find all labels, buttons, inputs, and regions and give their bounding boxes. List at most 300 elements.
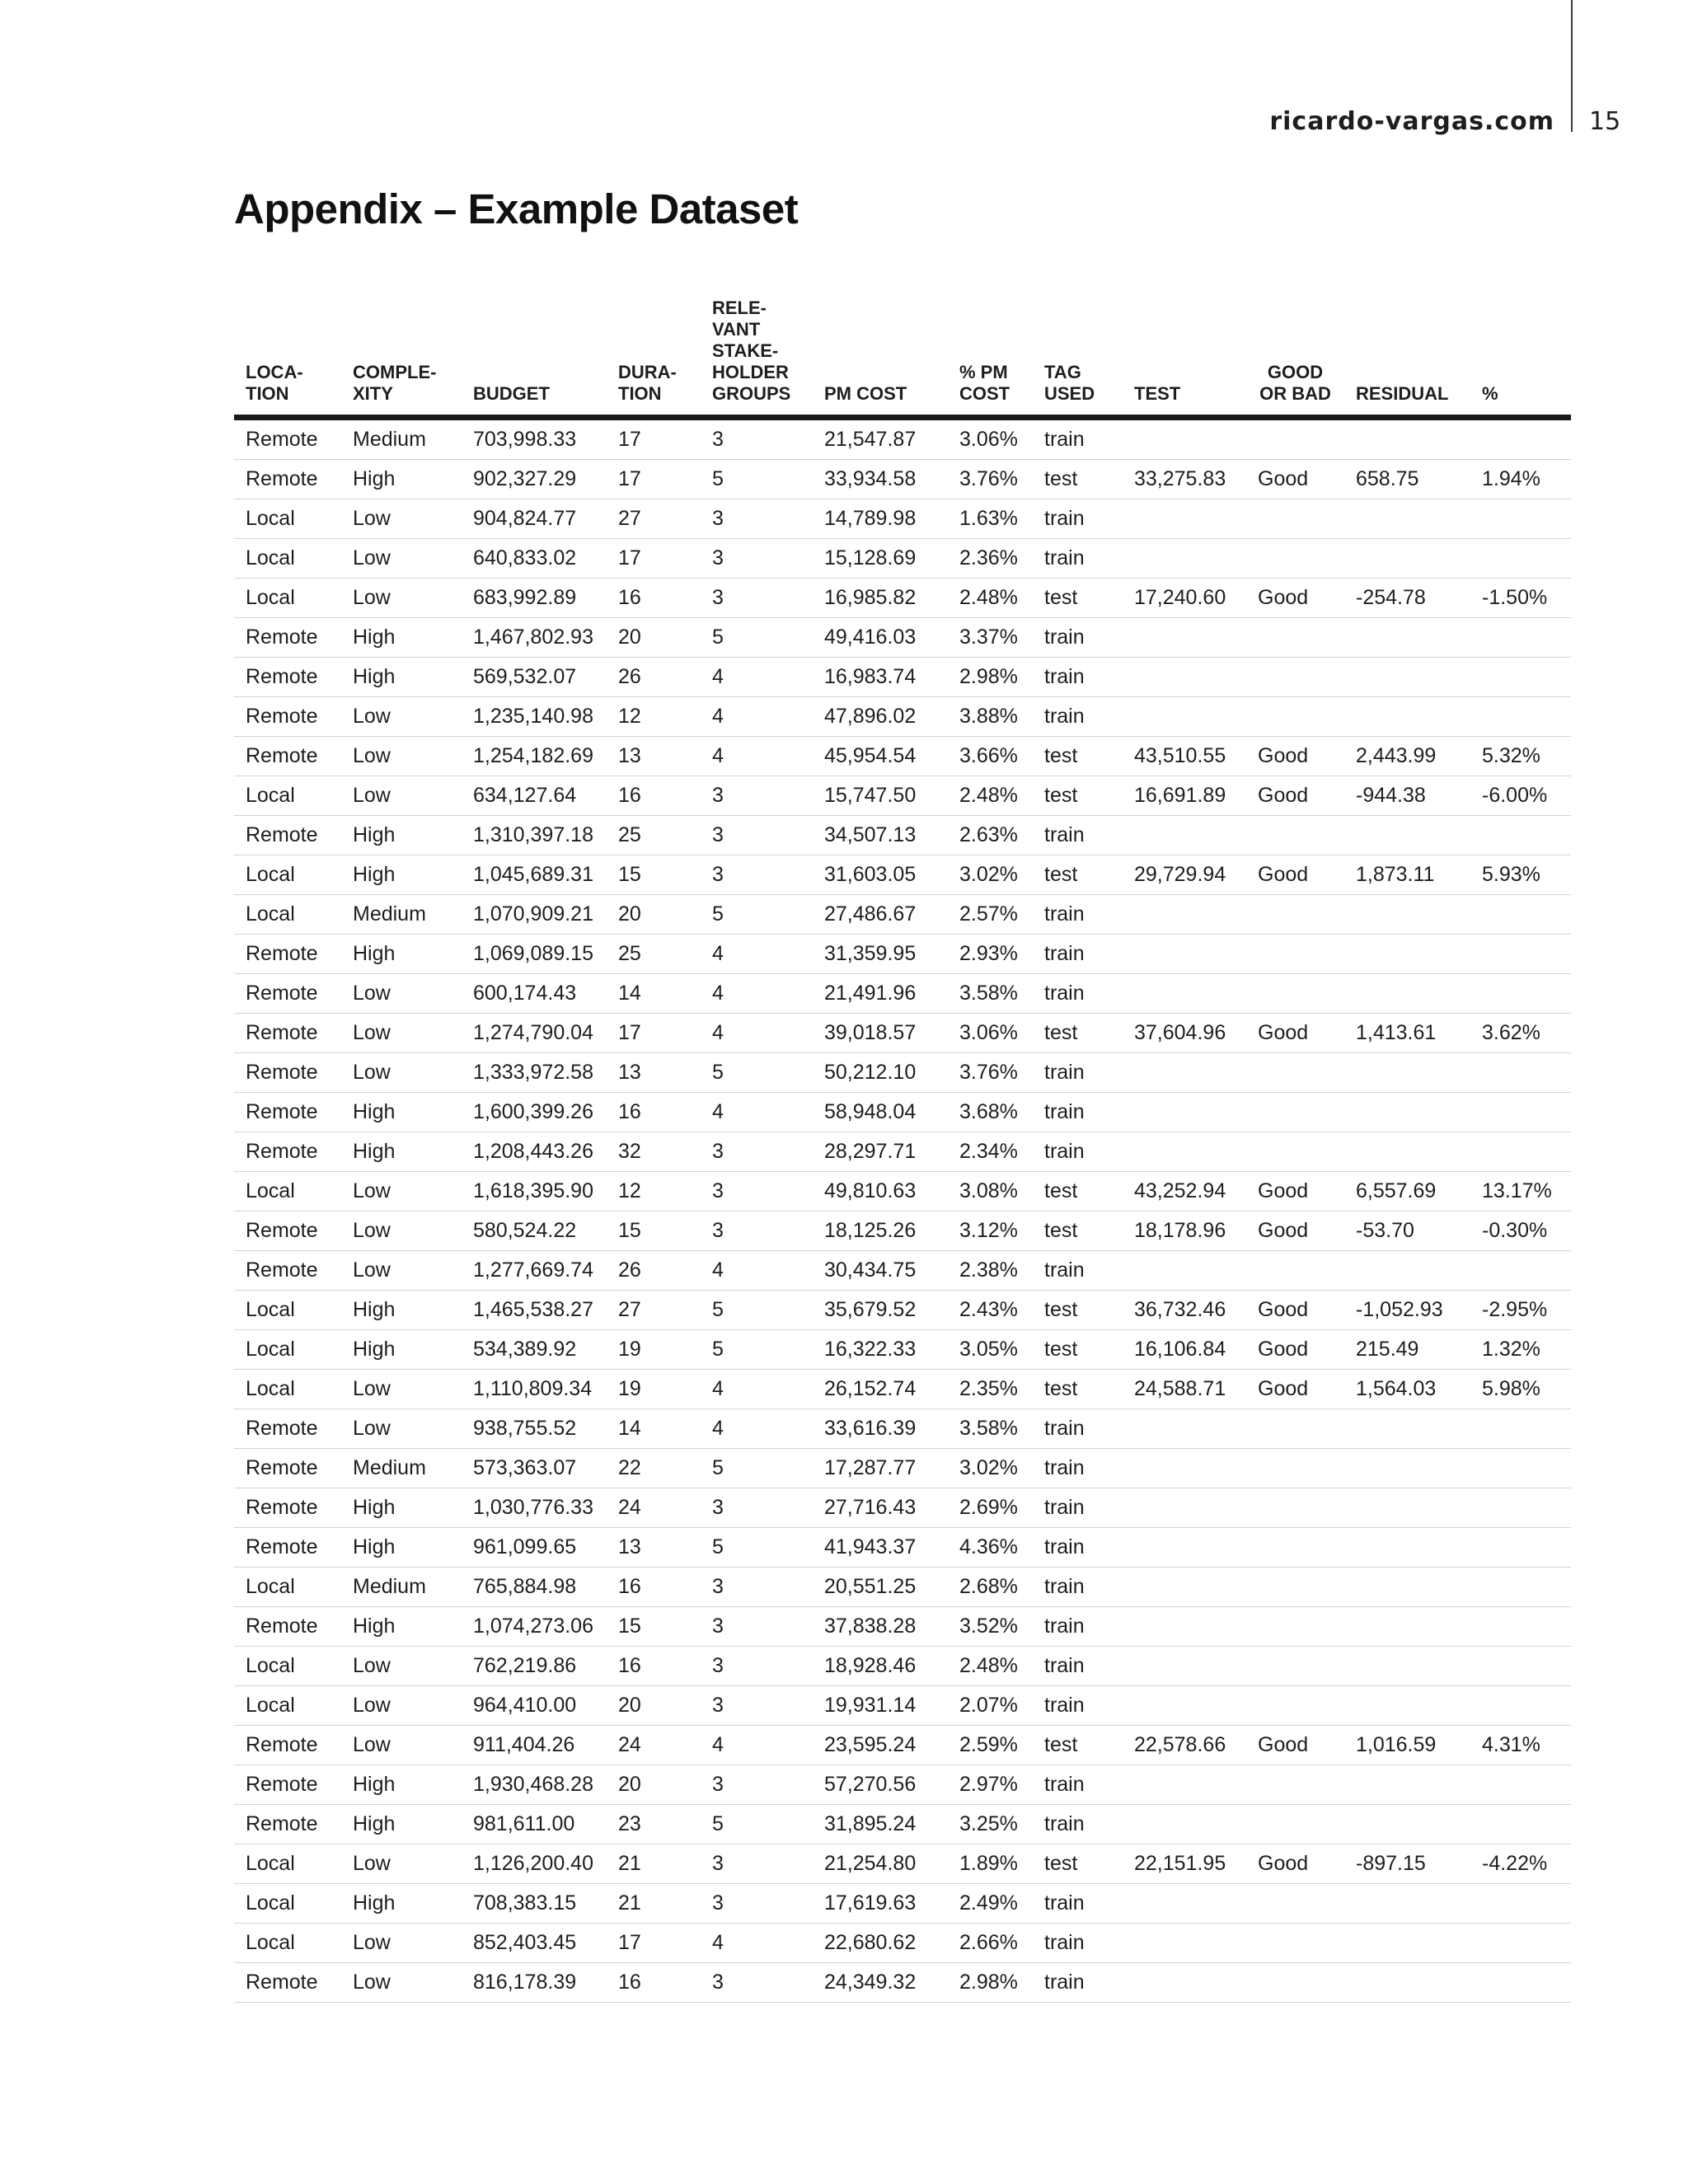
cell-test [1123, 1449, 1246, 1488]
cell-residual: 2,443.99 [1344, 737, 1470, 776]
cell-tag-used: train [1033, 1053, 1123, 1093]
cell-pm-cost: 16,322.33 [813, 1330, 948, 1370]
cell-pm-cost-percent: 3.58% [948, 1409, 1033, 1449]
cell-residual-percent: 5.32% [1470, 737, 1571, 776]
cell-pm-cost: 17,287.77 [813, 1449, 948, 1488]
cell-complexity: Low [341, 1726, 462, 1765]
cell-pm-cost-percent: 2.36% [948, 539, 1033, 579]
cell-pm-cost: 31,895.24 [813, 1805, 948, 1844]
cell-complexity: Low [341, 1963, 462, 2003]
cell-residual: 1,413.61 [1344, 1014, 1470, 1053]
cell-pm-cost: 18,928.46 [813, 1647, 948, 1686]
cell-pm-cost: 18,125.26 [813, 1212, 948, 1251]
cell-stakeholder-groups: 5 [701, 460, 813, 499]
table-row [234, 1726, 1571, 1765]
cell-duration: 20 [607, 618, 701, 658]
cell-tag-used: test [1033, 1291, 1123, 1330]
cell-location: Local [234, 1686, 341, 1726]
cell-location: Remote [234, 1449, 341, 1488]
cell-budget: 1,467,802.93 [462, 618, 607, 658]
cell-test [1123, 816, 1246, 855]
cell-location: Local [234, 1884, 341, 1924]
cell-tag-used: train [1033, 1093, 1123, 1132]
cell-duration: 17 [607, 1014, 701, 1053]
cell-stakeholder-groups: 3 [701, 1686, 813, 1726]
cell-stakeholder-groups: 5 [701, 1053, 813, 1093]
cell-complexity: Low [341, 1370, 462, 1409]
table-row [234, 1014, 1571, 1053]
cell-test [1123, 1528, 1246, 1568]
cell-tag-used: train [1033, 658, 1123, 697]
cell-stakeholder-groups: 4 [701, 935, 813, 974]
table-row [234, 1251, 1571, 1291]
cell-pm-cost: 15,128.69 [813, 539, 948, 579]
cell-pm-cost: 30,434.75 [813, 1251, 948, 1291]
cell-residual [1344, 1528, 1470, 1568]
table-row [234, 1844, 1571, 1884]
cell-duration: 26 [607, 1251, 701, 1291]
cell-tag-used: train [1033, 1132, 1123, 1172]
cell-budget: 1,045,689.31 [462, 855, 607, 895]
cell-duration: 13 [607, 737, 701, 776]
column-header: RESIDUAL [1344, 284, 1470, 418]
cell-complexity: Low [341, 697, 462, 737]
cell-stakeholder-groups: 3 [701, 1844, 813, 1884]
cell-duration: 24 [607, 1726, 701, 1765]
cell-location: Local [234, 1647, 341, 1686]
cell-budget: 904,824.77 [462, 499, 607, 539]
table-row [234, 1212, 1571, 1251]
cell-duration: 19 [607, 1370, 701, 1409]
cell-budget: 762,219.86 [462, 1647, 607, 1686]
cell-duration: 15 [607, 855, 701, 895]
cell-test [1123, 974, 1246, 1014]
cell-pm-cost-percent: 2.68% [948, 1568, 1033, 1607]
cell-residual-percent: -2.95% [1470, 1291, 1571, 1330]
cell-location: Remote [234, 418, 341, 460]
cell-residual-percent [1470, 895, 1571, 935]
cell-residual [1344, 658, 1470, 697]
cell-budget: 1,069,089.15 [462, 935, 607, 974]
cell-complexity: Low [341, 1924, 462, 1963]
cell-residual-percent [1470, 658, 1571, 697]
cell-pm-cost-percent: 2.98% [948, 1963, 1033, 2003]
cell-location: Remote [234, 1251, 341, 1291]
cell-pm-cost-percent: 3.52% [948, 1607, 1033, 1647]
cell-pm-cost: 20,551.25 [813, 1568, 948, 1607]
cell-residual-percent [1470, 697, 1571, 737]
cell-complexity: High [341, 1132, 462, 1172]
cell-residual-percent [1470, 1568, 1571, 1607]
cell-stakeholder-groups: 5 [701, 1291, 813, 1330]
cell-good-or-bad [1246, 499, 1344, 539]
table-header-row [234, 284, 1571, 418]
cell-test [1123, 1805, 1246, 1844]
column-header: LOCA- TION [234, 284, 341, 418]
cell-tag-used: train [1033, 1607, 1123, 1647]
cell-residual-percent [1470, 1647, 1571, 1686]
cell-location: Remote [234, 658, 341, 697]
cell-good-or-bad [1246, 418, 1344, 460]
cell-location: Remote [234, 1607, 341, 1647]
cell-location: Remote [234, 460, 341, 499]
column-header: % [1470, 284, 1571, 418]
cell-location: Remote [234, 1726, 341, 1765]
cell-residual [1344, 1963, 1470, 2003]
cell-stakeholder-groups: 3 [701, 499, 813, 539]
cell-location: Local [234, 776, 341, 816]
cell-location: Remote [234, 1528, 341, 1568]
cell-test [1123, 1488, 1246, 1528]
table-row [234, 460, 1571, 499]
cell-test: 36,732.46 [1123, 1291, 1246, 1330]
cell-location: Local [234, 579, 341, 618]
cell-residual [1344, 1647, 1470, 1686]
cell-pm-cost-percent: 2.59% [948, 1726, 1033, 1765]
cell-stakeholder-groups: 5 [701, 1528, 813, 1568]
cell-pm-cost-percent: 2.69% [948, 1488, 1033, 1528]
cell-residual: -53.70 [1344, 1212, 1470, 1251]
cell-residual [1344, 1686, 1470, 1726]
cell-tag-used: train [1033, 895, 1123, 935]
cell-pm-cost: 33,934.58 [813, 460, 948, 499]
cell-complexity: Medium [341, 418, 462, 460]
cell-stakeholder-groups: 3 [701, 1212, 813, 1251]
cell-budget: 1,277,669.74 [462, 1251, 607, 1291]
cell-pm-cost-percent: 3.05% [948, 1330, 1033, 1370]
cell-complexity: Low [341, 1844, 462, 1884]
cell-location: Remote [234, 1014, 341, 1053]
cell-tag-used: test [1033, 1844, 1123, 1884]
cell-budget: 569,532.07 [462, 658, 607, 697]
cell-residual: 1,016.59 [1344, 1726, 1470, 1765]
cell-test [1123, 1686, 1246, 1726]
cell-complexity: High [341, 816, 462, 855]
cell-location: Remote [234, 1805, 341, 1844]
cell-residual-percent [1470, 1093, 1571, 1132]
cell-pm-cost-percent: 1.89% [948, 1844, 1033, 1884]
cell-budget: 1,600,399.26 [462, 1093, 607, 1132]
cell-residual: 6,557.69 [1344, 1172, 1470, 1212]
cell-good-or-bad: Good [1246, 776, 1344, 816]
cell-pm-cost: 17,619.63 [813, 1884, 948, 1924]
cell-pm-cost: 27,486.67 [813, 895, 948, 935]
cell-complexity: Low [341, 579, 462, 618]
table-row [234, 1449, 1571, 1488]
column-header: % PM COST [948, 284, 1033, 418]
cell-residual: -254.78 [1344, 579, 1470, 618]
cell-complexity: Low [341, 1647, 462, 1686]
table-row [234, 1568, 1571, 1607]
cell-good-or-bad [1246, 1409, 1344, 1449]
cell-test [1123, 539, 1246, 579]
cell-pm-cost: 16,983.74 [813, 658, 948, 697]
cell-good-or-bad [1246, 1251, 1344, 1291]
table-row [234, 816, 1571, 855]
cell-budget: 938,755.52 [462, 1409, 607, 1449]
cell-test [1123, 499, 1246, 539]
cell-pm-cost: 33,616.39 [813, 1409, 948, 1449]
cell-complexity: Low [341, 776, 462, 816]
cell-residual [1344, 935, 1470, 974]
cell-stakeholder-groups: 3 [701, 1172, 813, 1212]
cell-location: Local [234, 1172, 341, 1212]
cell-test [1123, 1884, 1246, 1924]
cell-pm-cost-percent: 3.68% [948, 1093, 1033, 1132]
cell-budget: 683,992.89 [462, 579, 607, 618]
cell-budget: 573,363.07 [462, 1449, 607, 1488]
cell-good-or-bad: Good [1246, 1370, 1344, 1409]
cell-tag-used: test [1033, 855, 1123, 895]
cell-tag-used: train [1033, 935, 1123, 974]
cell-good-or-bad: Good [1246, 1014, 1344, 1053]
cell-pm-cost-percent: 3.37% [948, 618, 1033, 658]
cell-good-or-bad [1246, 935, 1344, 974]
cell-stakeholder-groups: 4 [701, 737, 813, 776]
cell-complexity: High [341, 1528, 462, 1568]
cell-pm-cost: 47,896.02 [813, 697, 948, 737]
table-row [234, 935, 1571, 974]
dataset-table-container [234, 284, 1571, 2003]
cell-residual-percent [1470, 816, 1571, 855]
cell-residual-percent: 13.17% [1470, 1172, 1571, 1212]
cell-stakeholder-groups: 4 [701, 697, 813, 737]
table-row [234, 1963, 1571, 2003]
cell-residual-percent [1470, 1409, 1571, 1449]
cell-residual-percent: -1.50% [1470, 579, 1571, 618]
cell-budget: 1,618,395.90 [462, 1172, 607, 1212]
table-row [234, 1528, 1571, 1568]
cell-duration: 13 [607, 1528, 701, 1568]
cell-stakeholder-groups: 4 [701, 1370, 813, 1409]
cell-tag-used: train [1033, 1686, 1123, 1726]
cell-location: Local [234, 499, 341, 539]
cell-budget: 708,383.15 [462, 1884, 607, 1924]
cell-budget: 981,611.00 [462, 1805, 607, 1844]
cell-duration: 23 [607, 1805, 701, 1844]
column-header: RELE- VANT STAKE- HOLDER GROUPS [701, 284, 813, 418]
cell-duration: 25 [607, 935, 701, 974]
cell-stakeholder-groups: 3 [701, 579, 813, 618]
cell-stakeholder-groups: 3 [701, 418, 813, 460]
cell-stakeholder-groups: 4 [701, 974, 813, 1014]
cell-stakeholder-groups: 4 [701, 1726, 813, 1765]
table-row [234, 776, 1571, 816]
cell-budget: 1,126,200.40 [462, 1844, 607, 1884]
cell-tag-used: test [1033, 1370, 1123, 1409]
cell-pm-cost-percent: 3.08% [948, 1172, 1033, 1212]
cell-tag-used: train [1033, 618, 1123, 658]
cell-residual-percent [1470, 935, 1571, 974]
cell-residual-percent [1470, 1924, 1571, 1963]
table-row [234, 418, 1571, 460]
cell-pm-cost: 23,595.24 [813, 1726, 948, 1765]
cell-good-or-bad [1246, 1449, 1344, 1488]
cell-residual [1344, 618, 1470, 658]
cell-location: Remote [234, 1053, 341, 1093]
cell-pm-cost-percent: 2.49% [948, 1884, 1033, 1924]
cell-location: Local [234, 1568, 341, 1607]
cell-complexity: High [341, 1607, 462, 1647]
cell-budget: 1,930,468.28 [462, 1765, 607, 1805]
cell-pm-cost: 50,212.10 [813, 1053, 948, 1093]
cell-pm-cost: 27,716.43 [813, 1488, 948, 1528]
cell-test [1123, 418, 1246, 460]
cell-pm-cost: 45,954.54 [813, 737, 948, 776]
site-url[interactable]: ricardo-vargas.com [1269, 107, 1554, 136]
cell-budget: 534,389.92 [462, 1330, 607, 1370]
cell-stakeholder-groups: 5 [701, 1330, 813, 1370]
cell-residual-percent [1470, 418, 1571, 460]
cell-good-or-bad [1246, 658, 1344, 697]
cell-duration: 17 [607, 539, 701, 579]
cell-test [1123, 1409, 1246, 1449]
cell-test: 33,275.83 [1123, 460, 1246, 499]
cell-residual [1344, 1805, 1470, 1844]
cell-residual [1344, 974, 1470, 1014]
cell-pm-cost-percent: 2.35% [948, 1370, 1033, 1409]
table-row [234, 579, 1571, 618]
cell-pm-cost-percent: 3.02% [948, 855, 1033, 895]
cell-good-or-bad [1246, 1884, 1344, 1924]
cell-pm-cost-percent: 3.76% [948, 1053, 1033, 1093]
cell-pm-cost: 26,152.74 [813, 1370, 948, 1409]
cell-stakeholder-groups: 3 [701, 1607, 813, 1647]
cell-complexity: Low [341, 1212, 462, 1251]
cell-pm-cost-percent: 2.63% [948, 816, 1033, 855]
cell-tag-used: test [1033, 737, 1123, 776]
cell-pm-cost-percent: 4.36% [948, 1528, 1033, 1568]
cell-test: 22,151.95 [1123, 1844, 1246, 1884]
cell-residual [1344, 1251, 1470, 1291]
cell-location: Remote [234, 737, 341, 776]
cell-residual [1344, 1093, 1470, 1132]
cell-residual [1344, 1765, 1470, 1805]
page-number: 15 [1589, 107, 1621, 136]
cell-pm-cost: 58,948.04 [813, 1093, 948, 1132]
cell-pm-cost: 19,931.14 [813, 1686, 948, 1726]
cell-complexity: Low [341, 1014, 462, 1053]
cell-residual: -944.38 [1344, 776, 1470, 816]
cell-residual-percent [1470, 1884, 1571, 1924]
cell-good-or-bad [1246, 618, 1344, 658]
cell-residual-percent: -4.22% [1470, 1844, 1571, 1884]
cell-pm-cost: 34,507.13 [813, 816, 948, 855]
cell-residual-percent: 5.98% [1470, 1370, 1571, 1409]
cell-residual-percent: 1.32% [1470, 1330, 1571, 1370]
cell-pm-cost-percent: 2.38% [948, 1251, 1033, 1291]
cell-complexity: Medium [341, 1449, 462, 1488]
cell-pm-cost: 35,679.52 [813, 1291, 948, 1330]
cell-good-or-bad [1246, 539, 1344, 579]
cell-residual [1344, 1449, 1470, 1488]
cell-stakeholder-groups: 3 [701, 1132, 813, 1172]
cell-good-or-bad [1246, 1053, 1344, 1093]
cell-duration: 24 [607, 1488, 701, 1528]
cell-location: Remote [234, 816, 341, 855]
cell-residual-percent: 3.62% [1470, 1014, 1571, 1053]
cell-budget: 816,178.39 [462, 1963, 607, 2003]
cell-pm-cost: 31,359.95 [813, 935, 948, 974]
cell-residual [1344, 895, 1470, 935]
cell-good-or-bad [1246, 1528, 1344, 1568]
cell-duration: 12 [607, 1172, 701, 1212]
cell-test [1123, 895, 1246, 935]
cell-pm-cost: 37,838.28 [813, 1607, 948, 1647]
column-header: COMPLE- XITY [341, 284, 462, 418]
cell-good-or-bad: Good [1246, 1172, 1344, 1212]
cell-budget: 640,833.02 [462, 539, 607, 579]
cell-pm-cost: 39,018.57 [813, 1014, 948, 1053]
cell-pm-cost-percent: 2.48% [948, 776, 1033, 816]
cell-duration: 13 [607, 1053, 701, 1093]
table-row [234, 499, 1571, 539]
cell-duration: 32 [607, 1132, 701, 1172]
cell-location: Local [234, 1370, 341, 1409]
cell-location: Remote [234, 697, 341, 737]
cell-budget: 1,208,443.26 [462, 1132, 607, 1172]
cell-residual [1344, 1568, 1470, 1607]
dataset-table [234, 284, 1571, 2003]
cell-good-or-bad: Good [1246, 1212, 1344, 1251]
cell-pm-cost: 28,297.71 [813, 1132, 948, 1172]
cell-good-or-bad [1246, 974, 1344, 1014]
cell-good-or-bad [1246, 1647, 1344, 1686]
cell-test: 16,691.89 [1123, 776, 1246, 816]
table-row [234, 658, 1571, 697]
cell-stakeholder-groups: 5 [701, 618, 813, 658]
cell-tag-used: test [1033, 1726, 1123, 1765]
cell-budget: 1,070,909.21 [462, 895, 607, 935]
cell-tag-used: train [1033, 816, 1123, 855]
cell-test [1123, 1765, 1246, 1805]
cell-complexity: Medium [341, 1568, 462, 1607]
cell-test: 24,588.71 [1123, 1370, 1246, 1409]
cell-stakeholder-groups: 4 [701, 658, 813, 697]
cell-duration: 19 [607, 1330, 701, 1370]
cell-tag-used: test [1033, 460, 1123, 499]
cell-residual-percent [1470, 1963, 1571, 2003]
cell-tag-used: train [1033, 1449, 1123, 1488]
cell-residual-percent [1470, 1528, 1571, 1568]
cell-test [1123, 1924, 1246, 1963]
cell-tag-used: train [1033, 1251, 1123, 1291]
cell-location: Remote [234, 1212, 341, 1251]
cell-good-or-bad [1246, 1963, 1344, 2003]
cell-test: 18,178.96 [1123, 1212, 1246, 1251]
cell-complexity: Low [341, 1172, 462, 1212]
cell-stakeholder-groups: 3 [701, 1884, 813, 1924]
cell-tag-used: train [1033, 539, 1123, 579]
cell-good-or-bad: Good [1246, 579, 1344, 618]
cell-budget: 1,110,809.34 [462, 1370, 607, 1409]
cell-residual-percent [1470, 1765, 1571, 1805]
cell-location: Local [234, 539, 341, 579]
cell-good-or-bad: Good [1246, 1291, 1344, 1330]
cell-duration: 12 [607, 697, 701, 737]
cell-pm-cost-percent: 2.48% [948, 1647, 1033, 1686]
cell-residual: 1,873.11 [1344, 855, 1470, 895]
table-row [234, 855, 1571, 895]
table-row [234, 1488, 1571, 1528]
cell-good-or-bad [1246, 816, 1344, 855]
column-header: GOOD OR BAD [1246, 284, 1344, 418]
cell-location: Remote [234, 1093, 341, 1132]
cell-test [1123, 1607, 1246, 1647]
cell-duration: 20 [607, 1765, 701, 1805]
cell-budget: 964,410.00 [462, 1686, 607, 1726]
cell-residual [1344, 539, 1470, 579]
